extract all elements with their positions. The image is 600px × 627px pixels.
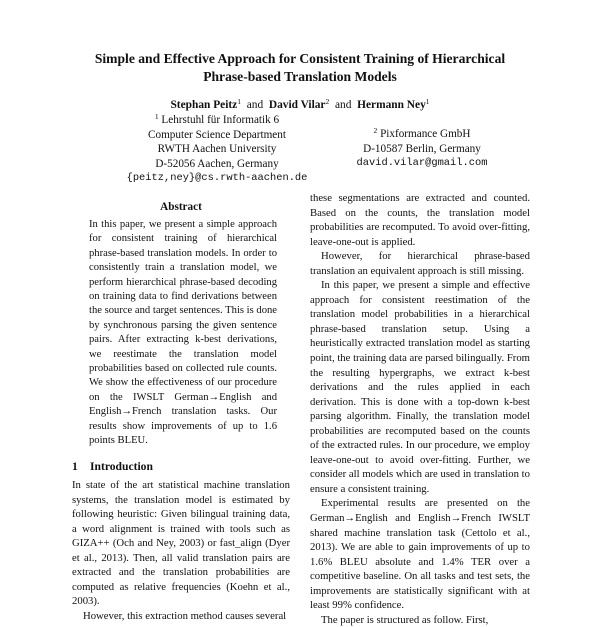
right-column-body <box>310 191 530 627</box>
affiliation-2-email[interactable]: david.vilar@gmail.com <box>356 157 488 170</box>
author-1: Stephan Peitz <box>170 99 238 111</box>
affiliation-2-line-2: D-10587 Berlin, Germany <box>363 142 481 155</box>
section-1-title: Introduction <box>90 460 153 473</box>
abstract-text: In this paper, we present a simple approach for consistent training of hierarchical phrase-based translation models. In order to consistently train a translation model, we perform hierarchical phrase-based decoding on training data to find derivations between the source and target sentences. This is done by synchronous parsing the given sentence pairs. After extracting k-best derivations, we reestimate the translation model probabilities based on collected rule counts. We show the effectiveness of our procedure on the IWSLT German→English and English→French translation tasks. Our results show improvements of up to 1.6 points BLEU. <box>89 219 277 447</box>
author-1-sup: 1 <box>237 97 241 106</box>
section-1-heading <box>72 460 153 473</box>
author-3: Hermann Ney <box>357 99 426 111</box>
affiliation-1-line-1: Lehrstuhl für Informatik 6 <box>161 114 280 126</box>
affiliation-1 <box>112 110 322 186</box>
introduction-body <box>72 478 290 623</box>
right-paragraph-4: Experimental results are presented on the German→English and English→French IWSLT shared machine translation task (Cettolo et al., 2013). We are able to gain improvements of up to 1.6% BLEU absolute and 1.4% TER over a competitive baseline. On all tasks and test sets, the improvements are statistically significant with at least 99% confidence. <box>310 497 530 612</box>
right-paragraph-1: these segmentations are extracted and counted. Based on the counts, the translation model probabilities are recomputed. To avoid over-fitting, leave-one-out is applied. <box>310 192 530 248</box>
section-1-number: 1 <box>72 460 78 473</box>
affiliation-2-line-1: Pixformance GmbH <box>380 128 471 140</box>
affiliation-1-sup: 1 <box>154 112 159 121</box>
author-and-1: and <box>246 99 264 111</box>
right-paragraph-2: However, for hierarchical phrase-based translation an equivalent approach is still missing. <box>310 250 530 277</box>
right-paragraph-5: The paper is structured as follow. First, <box>321 613 489 626</box>
affiliation-2 <box>322 124 522 171</box>
affiliation-2-sup: 2 <box>373 126 378 135</box>
abstract-heading: Abstract <box>160 201 202 213</box>
affiliation-1-line-4: D-52056 Aachen, Germany <box>155 157 279 170</box>
author-and-2: and <box>334 99 352 111</box>
title-line-1: Simple and Effective Approach for Consistent Training of Hierarchical <box>94 51 506 66</box>
title-line-2: Phrase-based Translation Models <box>203 69 397 84</box>
affiliation-1-email[interactable]: {peitz,ney}@cs.rwth-aachen.de <box>126 172 308 185</box>
paper-title <box>60 50 540 86</box>
author-2-sup: 2 <box>325 97 330 106</box>
author-3-sup: 1 <box>425 97 430 106</box>
affiliation-1-line-2: Computer Science Department <box>148 128 286 141</box>
intro-paragraph-1: In state of the art statistical machine translation systems, the translation model is estimated by following heuristic: Given bilingual training data, a word alignment is trained with tools such as GIZA++ (Och and Ney, 2003) or fast_align (Dyer et al., 2013). Then, all valid translation pairs are extracted and the translation probabilities are computed as relative frequencies (Koehn et al., 2003). <box>72 479 290 608</box>
right-paragraph-3: In this paper, we present a simple and effective approach for consistent reestimation of the translation model probabilities in a hierarchical phrase-based translation setup. Using a heuristically extracted translation model as starting point, the training data are parsed bilingually. From the resulting hypergraphs, we extract k-best derivations and the rules applied in each derivation. This is done with a top-down k-best parsing algorithm. Finally, the translation model probabilities are recomputed based on the counts of the extracted rules. In our procedure, we employ leave-one-out to avoid over-fitting. Further, we consider all models which are used in translation to ensure a consistent training. <box>310 279 530 495</box>
intro-paragraph-2: However, this extraction method causes several <box>83 609 287 622</box>
affiliation-1-line-3: RWTH Aachen University <box>157 143 277 156</box>
author-2: David Vilar <box>268 99 326 111</box>
